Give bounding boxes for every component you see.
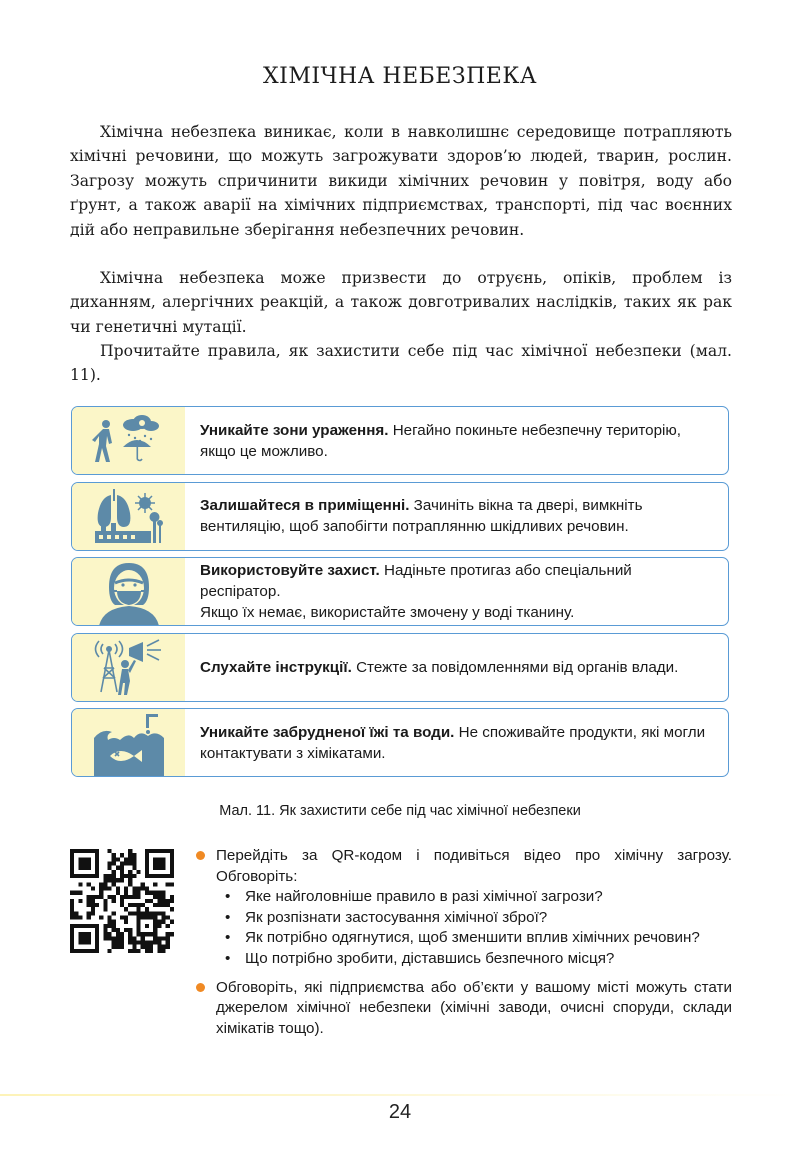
rule-card bbox=[71, 406, 729, 475]
bullet-icon: • bbox=[225, 949, 231, 967]
page-number: 24 bbox=[388, 1101, 412, 1123]
person-wearing-mask-icon bbox=[72, 558, 185, 625]
rule-heading: Уникайте зони ураження. bbox=[200, 421, 389, 439]
bullet-icon: • bbox=[225, 908, 231, 926]
contaminated-water-and-fish-icon bbox=[72, 709, 185, 776]
intro-paragraph-2 bbox=[70, 266, 732, 339]
bullet-dot-icon bbox=[196, 851, 205, 860]
question-text: Як потрібно одягнутися, щоб зменшити вплив хімічних речовин? bbox=[245, 929, 700, 947]
radio-tower-and-loudspeaker-icon bbox=[72, 634, 185, 701]
paragraph-text: Хімічна небезпека може призвести до отруєнь, опіків, проблем із диханням, алергічних реакцій, а також довготривалих наслідків, таких як рак чи генетичні мутації. bbox=[70, 269, 732, 336]
question-text: Що потрібно зробити, діставшись безпечного місця? bbox=[245, 949, 615, 967]
task-text: Обговоріть, які підприємства або об’єкти у вашому місті можуть стати джерелом хімічної небезпеки (хімічні заводи, очисні споруди, склади хімікатів тощо). bbox=[216, 978, 732, 1037]
bullet-dot-icon bbox=[196, 983, 205, 992]
rule-heading: Використовуйте захист. bbox=[200, 562, 380, 579]
question-text: Як розпізнати застосування хімічної зброї? bbox=[245, 908, 548, 926]
rule-description: Негайно покиньте небезпечну територію, якщо це можливо. bbox=[200, 421, 682, 460]
rule-description: Не споживайте продукти, які могли контактувати з хімікатами. bbox=[200, 723, 706, 762]
question-item bbox=[225, 908, 732, 929]
rule-heading: Уникайте забрудненої їжі та води. bbox=[200, 723, 455, 741]
figure-caption: Мал. 11. Як захистити себе під час хімічної небезпеки bbox=[219, 803, 581, 819]
lungs-and-polluting-factory-icon bbox=[72, 483, 185, 550]
rule-card bbox=[71, 633, 729, 702]
rule-heading: Залишайтеся в приміщенні. bbox=[200, 497, 410, 514]
rule-heading: Слухайте інструкції. bbox=[200, 658, 352, 676]
task-item bbox=[196, 978, 732, 1040]
question-text: Яке найголовніше правило в разі хімічної загрози? bbox=[245, 888, 603, 906]
question-list bbox=[216, 887, 732, 969]
intro-paragraph-3 bbox=[70, 339, 732, 388]
page-title: ХІМІЧНА НЕБЕЗПЕКА bbox=[262, 64, 538, 89]
qr-code-icon[interactable] bbox=[70, 849, 174, 953]
bullet-icon: • bbox=[225, 929, 231, 947]
rule-text bbox=[185, 483, 728, 550]
paragraph-text: Прочитайте правила, як захистити себе під час хімічної небезпеки (мал. 11). bbox=[70, 342, 732, 385]
rule-card bbox=[71, 557, 729, 626]
question-item bbox=[225, 887, 732, 908]
rule-text bbox=[185, 407, 728, 474]
discussion-tasks bbox=[196, 846, 732, 1047]
rule-description: Зачиніть вікна та двері, вимкніть вентиляцію, щоб запобігти потраплянню шкідливих речовин. bbox=[200, 497, 643, 535]
rule-extra: Якщо їх немає, використайте змочену у воді тканину. bbox=[200, 604, 575, 621]
bullet-icon: • bbox=[225, 888, 231, 906]
rule-description: Стежте за повідомленнями від органів влади. bbox=[351, 658, 679, 676]
rule-card bbox=[71, 482, 729, 551]
paragraph-text: Хімічна небезпека виникає, коли в навколишнє середовище потрапляють хімічні речовини, що можуть загрожувати здоров’ю людей, тварин, рослин. Загрозу можуть спричинити викиди хімічних речовин у повітря, воду або ґрунт, а також аварії на хімічних підприємствах, транспорті, під час воєнних дій або неправильне зберігання небезпечних речовин. bbox=[70, 123, 732, 239]
rule-text bbox=[185, 709, 728, 776]
rule-card bbox=[71, 708, 729, 777]
rule-text bbox=[185, 558, 728, 625]
safety-rules-figure bbox=[71, 406, 729, 784]
rule-description: Надіньте протигаз або спеціальний респіратор. bbox=[200, 562, 632, 600]
question-item bbox=[225, 949, 732, 970]
question-item bbox=[225, 928, 732, 949]
person-walking-away-from-toxic-cloud-icon bbox=[72, 407, 185, 474]
intro-paragraph-1 bbox=[70, 120, 732, 242]
task-text: Перейдіть за QR-кодом і подивіться відео про хімічну загрозу. Обговоріть: bbox=[216, 847, 732, 885]
rule-text bbox=[185, 634, 692, 701]
task-item bbox=[196, 846, 732, 970]
footer-divider bbox=[0, 1094, 800, 1096]
